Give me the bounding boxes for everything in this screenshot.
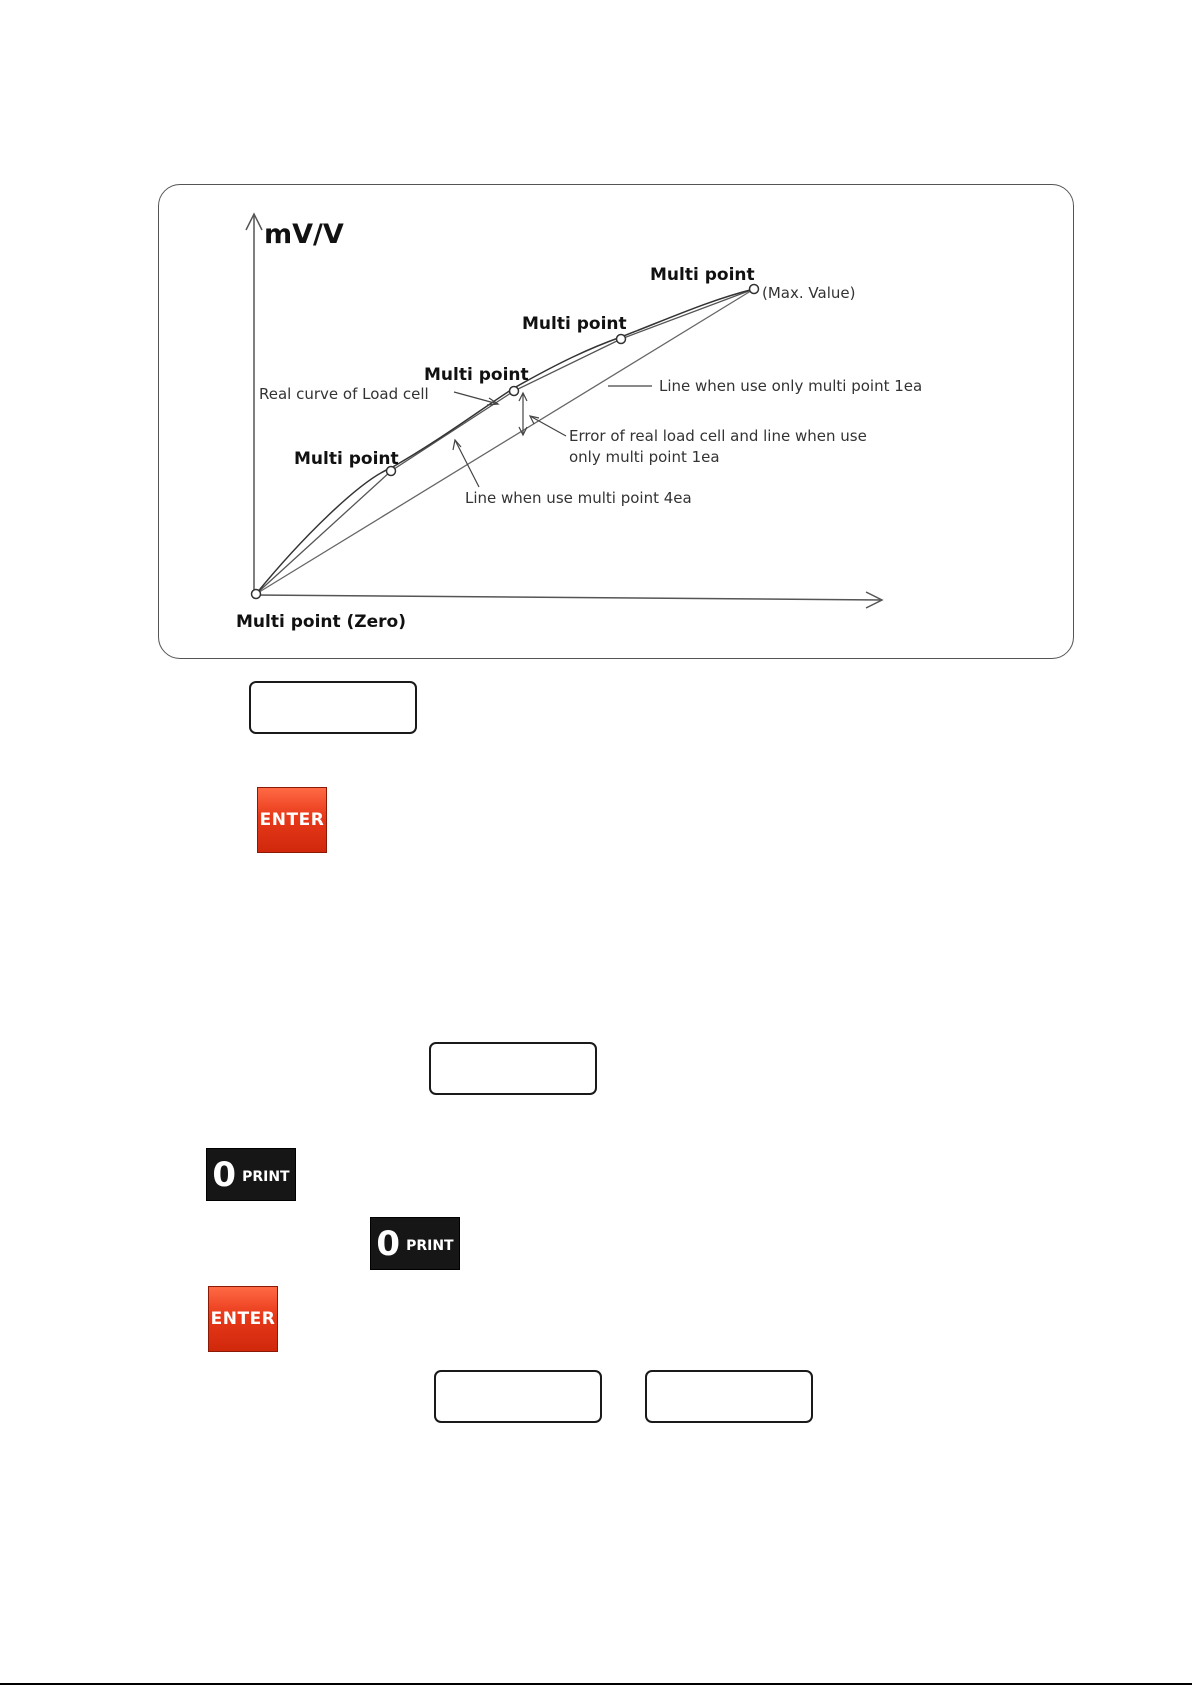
label-error-line2: only multi point 1ea xyxy=(569,448,720,466)
label-error-line1: Error of real load cell and line when use xyxy=(569,427,867,445)
label-point-2: Multi point xyxy=(424,365,529,385)
leader-error xyxy=(530,416,566,436)
label-point-max: Multi point xyxy=(650,265,755,285)
print-key-digit: 0 xyxy=(376,1223,401,1264)
x-axis xyxy=(254,595,882,600)
point-max xyxy=(750,285,759,294)
print-key-1[interactable] xyxy=(206,1148,296,1201)
label-point-1: Multi point xyxy=(294,449,399,469)
enter-key-1[interactable]: ENTER xyxy=(257,787,327,853)
label-line-1ea: Line when use only multi point 1ea xyxy=(659,377,923,395)
label-real-curve: Real curve of Load cell xyxy=(259,385,429,403)
label-point-3: Multi point xyxy=(522,314,627,334)
display-box-3 xyxy=(434,1370,602,1423)
label-max-value: (Max. Value) xyxy=(762,284,856,302)
leader-real-curve xyxy=(454,392,498,404)
point-zero xyxy=(252,590,261,599)
label-line-4ea: Line when use multi point 4ea xyxy=(465,489,692,507)
display-box-1 xyxy=(249,681,417,734)
print-key-2[interactable] xyxy=(370,1217,460,1270)
enter-key-2[interactable]: ENTER xyxy=(208,1286,278,1352)
multi-point-calibration-diagram xyxy=(0,0,1192,700)
display-box-2 xyxy=(429,1042,597,1095)
point-2 xyxy=(510,387,519,396)
print-key-digit: 0 xyxy=(212,1154,237,1195)
point-3 xyxy=(617,335,626,344)
y-axis-label: mV/V xyxy=(264,219,344,250)
print-key-word: PRINT xyxy=(406,1237,454,1254)
label-point-zero: Multi point (Zero) xyxy=(236,612,406,632)
leader-line-4ea xyxy=(455,440,479,487)
display-box-4 xyxy=(645,1370,813,1423)
print-key-word: PRINT xyxy=(242,1168,290,1185)
